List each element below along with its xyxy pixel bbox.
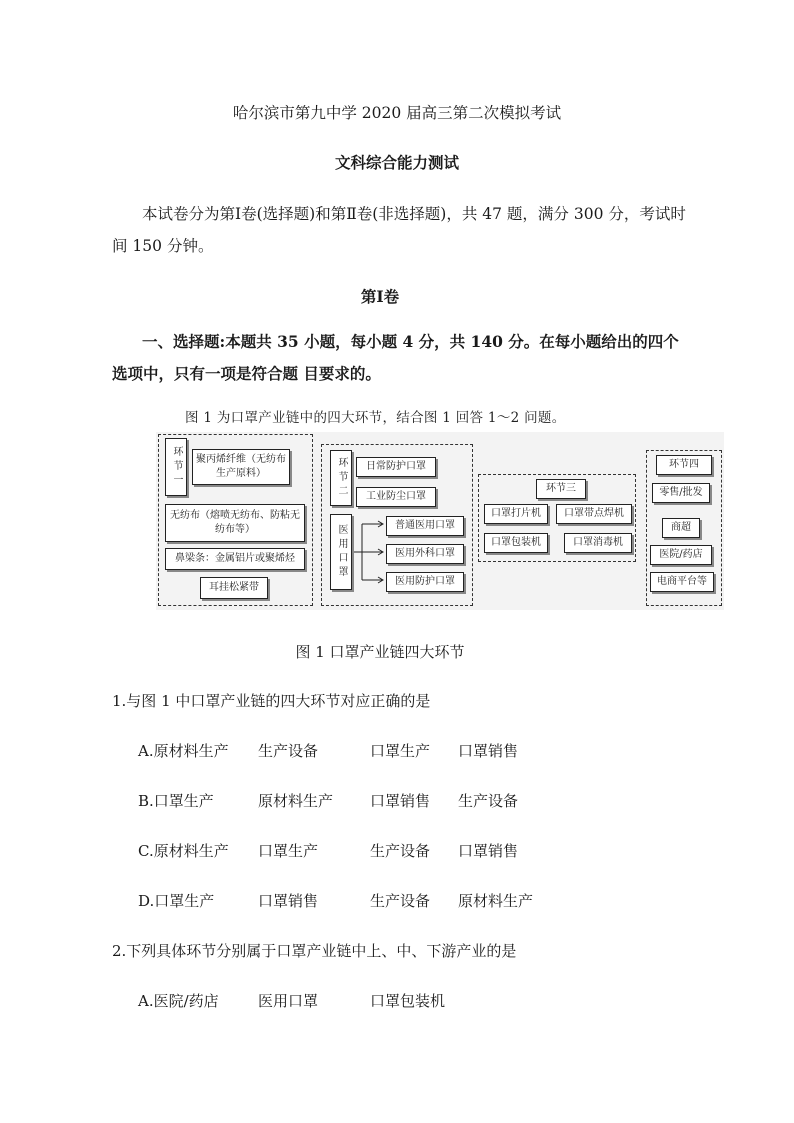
- branch-arrows: [352, 516, 386, 588]
- option-part: 医用口罩: [258, 992, 319, 1010]
- figure-intro: 图 1 为口罩产业链中的四大环节，结合图 1 回答 1～2 问题。: [185, 410, 566, 426]
- stage3-item: 口罩带点焊机: [556, 504, 632, 524]
- option-part: 生产设备: [370, 842, 431, 860]
- figure-caption: 图 1 口罩产业链四大环节: [295, 643, 465, 661]
- exam-title: 哈尔滨市第九中学 2020 届高三第二次模拟考试: [232, 104, 562, 122]
- option-part: A.原材料生产: [138, 742, 229, 760]
- stage4-item: 医院/药店: [650, 545, 712, 565]
- stage2-medical-label: 医用口罩: [330, 514, 352, 590]
- option-part: 生产设备: [370, 892, 431, 910]
- stage3-item: 口罩消毒机: [564, 533, 632, 553]
- stage4-label: 环节四: [656, 455, 712, 475]
- stage1-item: 耳挂松紧带: [200, 577, 268, 599]
- option-part: 口罩销售: [370, 792, 431, 810]
- option-part: 原材料生产: [458, 892, 534, 910]
- stage2-item: 日常防护口罩: [356, 457, 436, 477]
- stage2-medical-item: 医用防护口罩: [386, 572, 464, 592]
- stage2-medical-item: 医用外科口罩: [386, 544, 464, 564]
- question-stem: 1.与图 1 中口罩产业链的四大环节对应正确的是: [112, 692, 431, 710]
- question-stem: 2.下列具体环节分别属于口罩产业链中上、中、下游产业的是: [112, 942, 517, 960]
- stage2-label: 环节二: [330, 450, 352, 506]
- option-part: A.医院/药店: [138, 992, 219, 1010]
- stage1-item: 聚丙烯纤维（无纺布生产原料）: [192, 449, 290, 485]
- stage3-label: 环节三: [536, 479, 586, 499]
- option-part: 口罩生产: [370, 742, 431, 760]
- stage4-item: 商超: [662, 518, 700, 538]
- option-part: 口罩销售: [258, 892, 319, 910]
- stage3-item: 口罩打片机: [484, 504, 548, 524]
- stage4-item: 电商平台等: [650, 572, 714, 592]
- option-part: 口罩销售: [458, 842, 519, 860]
- option-part: 口罩销售: [458, 742, 519, 760]
- option-part: C.原材料生产: [138, 842, 229, 860]
- exam-subtitle: 文科综合能力测试: [334, 153, 459, 172]
- industry-chain-figure: [156, 432, 724, 610]
- option-part: 生产设备: [458, 792, 519, 810]
- stage2-item: 工业防尘口罩: [356, 487, 436, 507]
- option-part: D.口罩生产: [138, 892, 215, 910]
- stage3-item: 口罩包装机: [484, 533, 548, 553]
- exam-intro: 本试卷分为第Ⅰ卷(选择题)和第Ⅱ卷(非选择题)，共 47 题，满分 300 分，考试时间 150 分钟。: [112, 205, 686, 255]
- stage2-medical-item: 普通医用口罩: [386, 516, 464, 536]
- stage1-item: 无纺布（熔喷无纺布、防粘无纺布等）: [165, 504, 305, 542]
- option-part: 原材料生产: [258, 792, 334, 810]
- stage1-label: 环节一: [165, 438, 187, 496]
- option-part: B.口罩生产: [138, 792, 214, 810]
- part-heading: 第Ⅰ卷: [360, 287, 400, 306]
- section-instructions: 一、选择题:本题共 35 小题，每小题 4 分，共 140 分。在每小题给出的四个选项中，只有一项是符合题 目要求的。: [112, 332, 679, 383]
- option-part: 生产设备: [258, 742, 319, 760]
- option-part: 口罩生产: [258, 842, 319, 860]
- stage1-item: 鼻梁条：金属铝片或聚烯烃: [165, 548, 305, 570]
- option-part: 口罩包装机: [370, 992, 446, 1010]
- stage4-item: 零售/批发: [652, 483, 710, 503]
